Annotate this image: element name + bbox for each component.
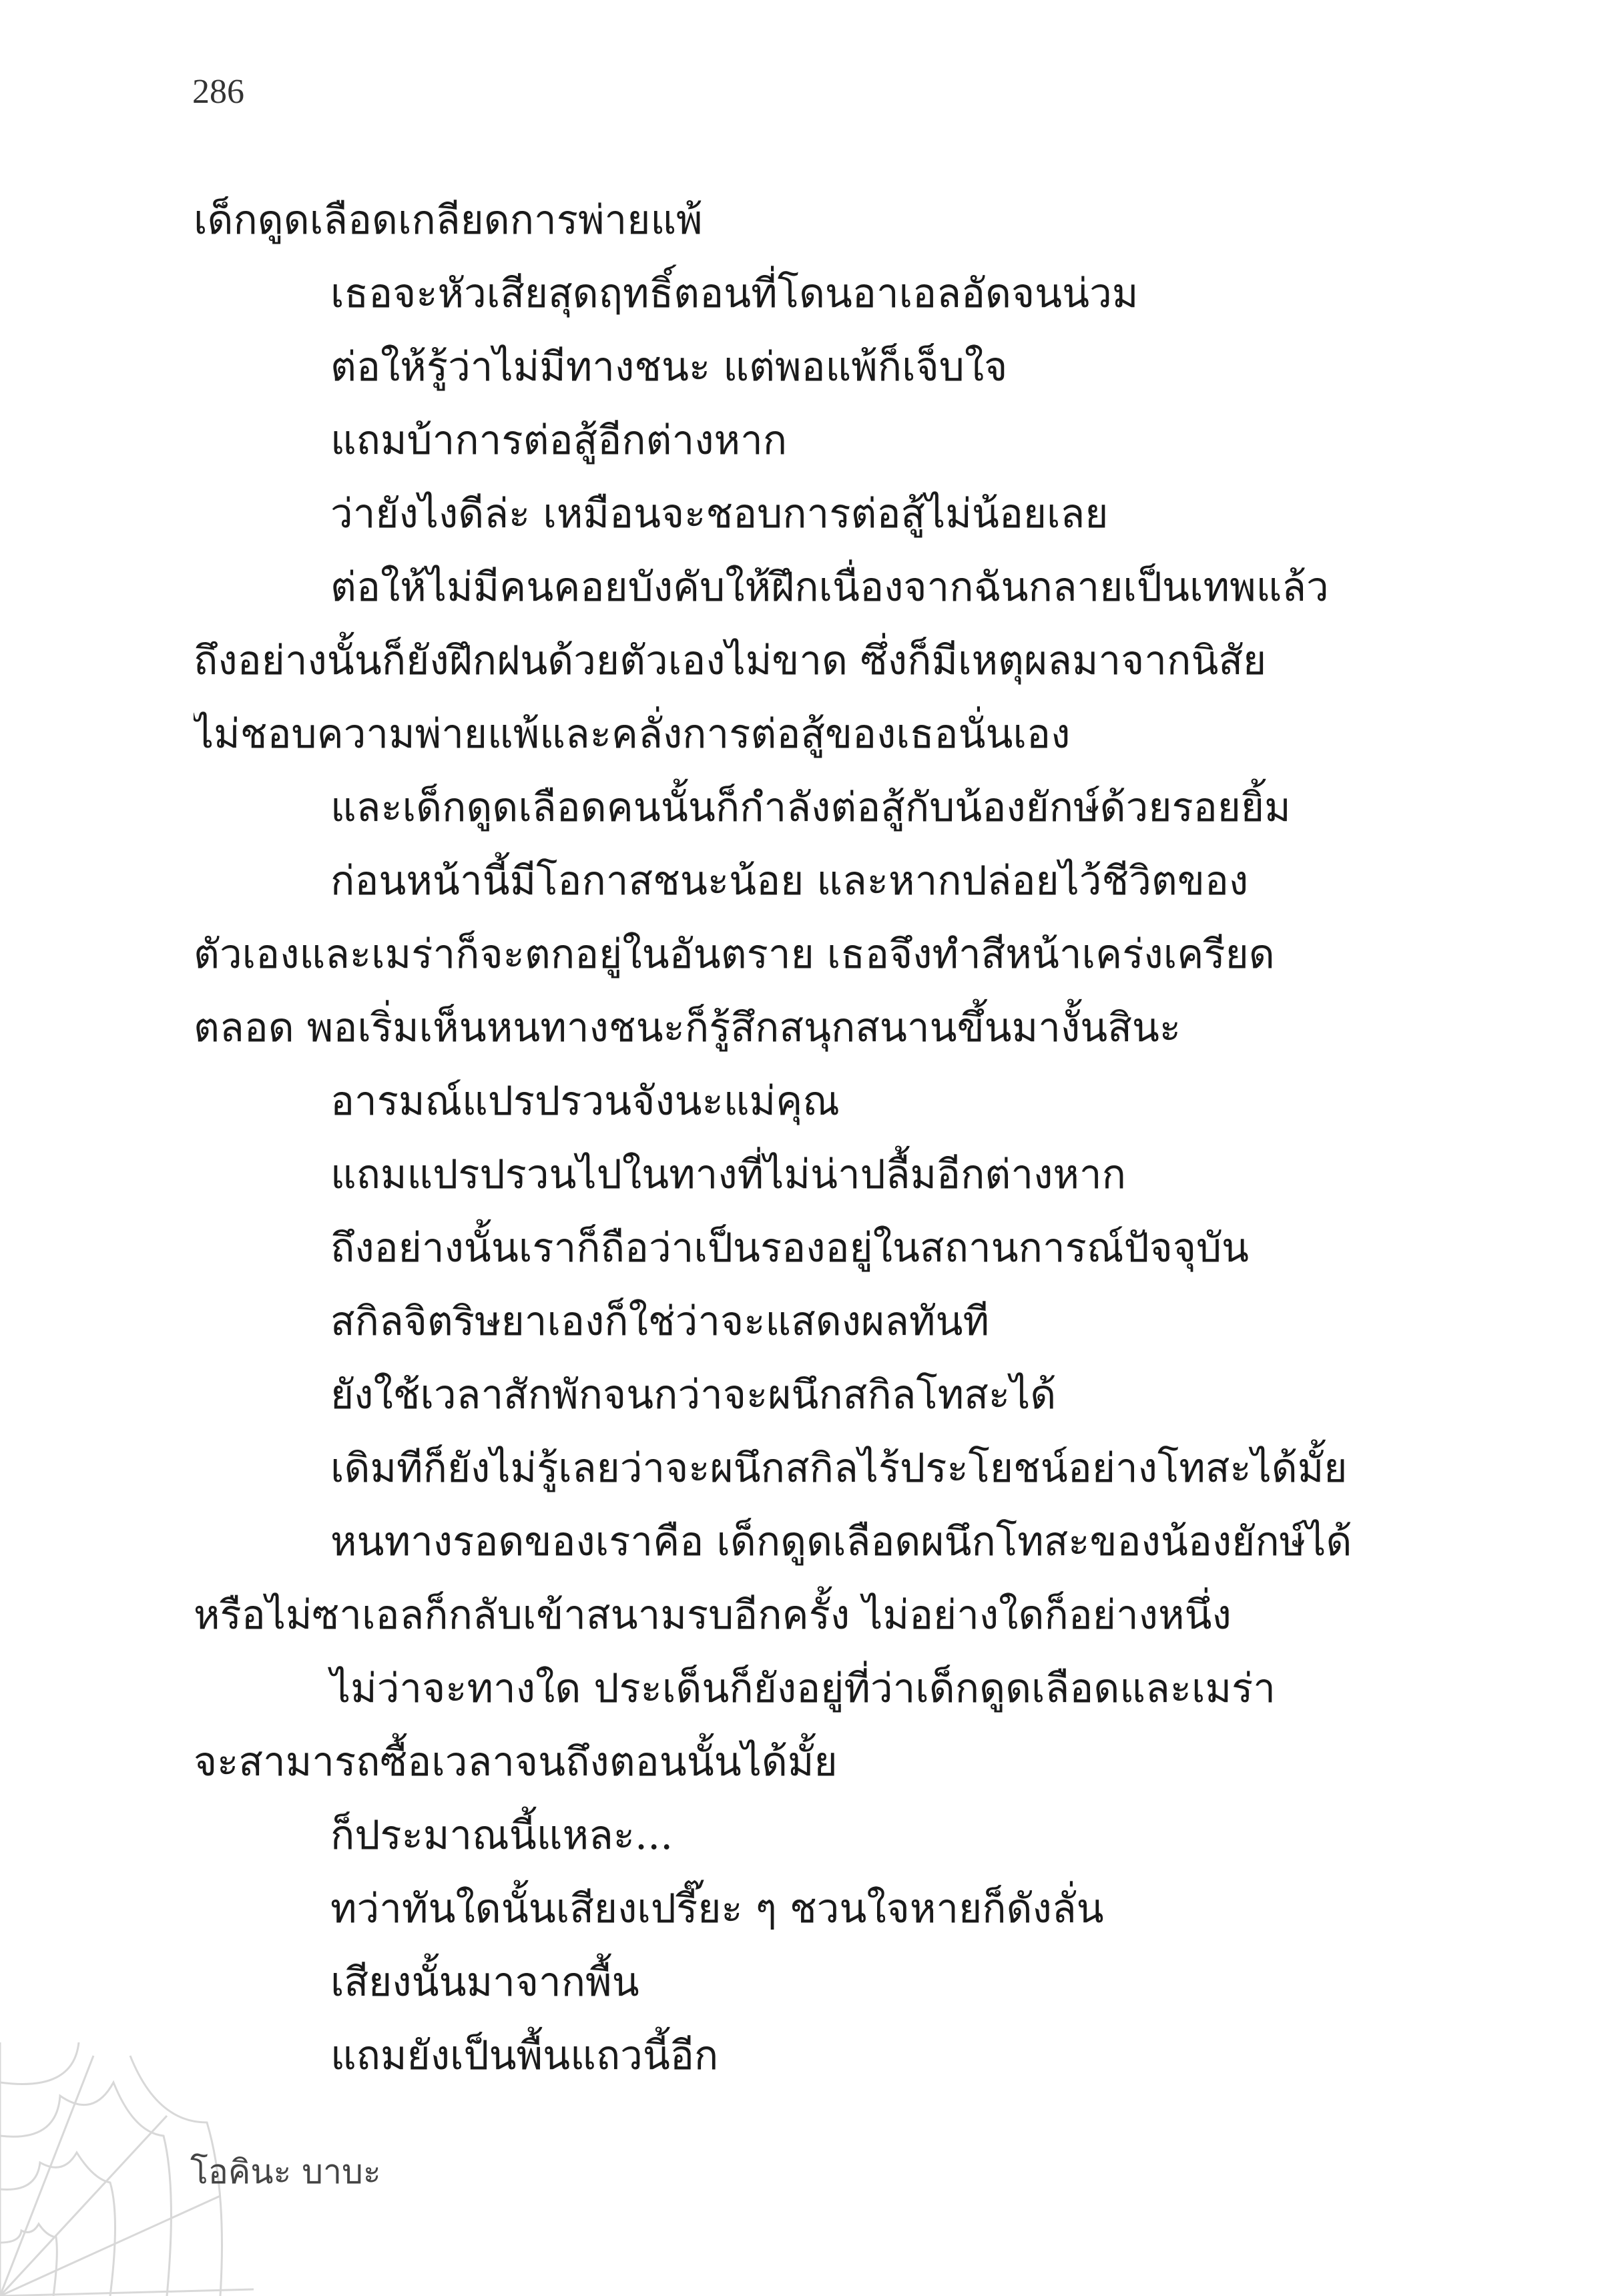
text-line: และเด็กดูดเลือดคนนั้นก็กำลังต่อสู้กับน้องยักษ์ด้วยรอยยิ้ม: [330, 784, 1291, 831]
text-line: สกิลจิตริษยาเองก็ใช่ว่าจะแสดงผลทันที: [330, 1298, 990, 1345]
text-line: ก็ประมาณนี้แหละ...: [330, 1812, 674, 1859]
text-line: หรือไม่ซาเอลก็กลับเข้าสนามรบอีกครั้ง ไม่อย่างใดก็อย่างหนึ่ง: [194, 1592, 1232, 1639]
body-text: [194, 184, 1375, 2092]
text-line: อารมณ์แปรปรวนจังนะแม่คุณ: [330, 1078, 840, 1125]
page-number: 286: [192, 73, 244, 111]
text-line: ถึงอย่างนั้นเราก็ถือว่าเป็นรองอยู่ในสถานการณ์ปัจจุบัน: [330, 1225, 1250, 1271]
text-line: ตลอด พอเริ่มเห็นหนทางชนะก็รู้สึกสนุกสนานขึ้นมางั้นสินะ: [194, 1005, 1181, 1051]
text-line: ถึงอย่างนั้นก็ยังฝึกฝนด้วยตัวเองไม่ขาด ซึ่งก็มีเหตุผลมาจากนิสัย: [194, 637, 1267, 684]
text-line: แถมบ้าการต่อสู้อีกต่างหาก: [330, 417, 788, 464]
text-line: จะสามารถซื้อเวลาจนถึงตอนนั้นได้มั้ย: [194, 1739, 838, 1785]
text-line: หนทางรอดของเราคือ เด็กดูดเลือดผนึกโทสะของน้องยักษ์ได้: [330, 1518, 1352, 1565]
text-line: ทว่าทันใดนั้นเสียงเปรี๊ยะ ๆ ชวนใจหายก็ดังลั่น: [330, 1886, 1104, 1932]
text-line: ยังใช้เวลาสักพักจนกว่าจะผนึกสกิลโทสะได้: [330, 1372, 1057, 1418]
text-line: ก่อนหน้านี้มีโอกาสชนะน้อย และหากปล่อยไว้ชีวิตของ: [330, 858, 1249, 904]
footer-author: โอคินะ บาบะ: [190, 2152, 381, 2191]
text-line: ว่ายังไงดีล่ะ เหมือนจะชอบการต่อสู้ไม่น้อยเลย: [330, 491, 1109, 537]
text-line: เดิมทีก็ยังไม่รู้เลยว่าจะผนึกสกิลไร้ประโยชน์อย่างโทสะได้มั้ย: [330, 1445, 1348, 1492]
text-line: ต่อให้ไม่มีคนคอยบังคับให้ฝึกเนื่องจากฉันกลายเป็นเทพแล้ว: [330, 564, 1329, 611]
text-line: เธอจะหัวเสียสุดฤทธิ์ตอนที่โดนอาเอลอัดจนน่วม: [330, 270, 1139, 317]
text-line: แถมแปรปรวนไปในทางที่ไม่น่าปลื้มอีกต่างหาก: [330, 1151, 1126, 1198]
text-line: ไม่ชอบความพ่ายแพ้และคลั่งการต่อสู้ของเธอนั่นเอง: [194, 711, 1071, 758]
text-line: แถมยังเป็นพื้นแถวนี้อีก: [330, 2032, 719, 2079]
text-line: ตัวเองและเมร่าก็จะตกอยู่ในอันตราย เธอจึงทำสีหน้าเคร่งเครียด: [194, 931, 1275, 978]
text-line: เสียงนั้นมาจากพื้น: [330, 1959, 639, 2006]
text-line: ไม่ว่าจะทางใด ประเด็นก็ยังอยู่ที่ว่าเด็กดูดเลือดและเมร่า: [330, 1665, 1276, 1712]
text-line: ต่อให้รู้ว่าไม่มีทางชนะ แต่พอแพ้ก็เจ็บใจ: [330, 344, 1008, 390]
text-line: เด็กดูดเลือดเกลียดการพ่ายแพ้: [194, 197, 703, 244]
